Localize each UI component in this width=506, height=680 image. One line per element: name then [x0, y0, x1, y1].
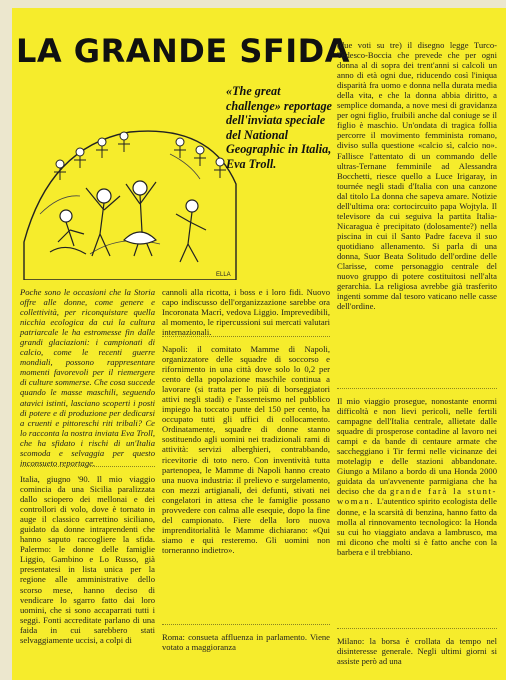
divider: [337, 388, 497, 389]
divider: [162, 624, 330, 625]
cartoon-illustration: [20, 84, 238, 280]
stunt-woman-phrase: grande farà la stunt-woman.: [337, 486, 498, 507]
intro-paragraph: Poche sono le occasioni che la Storia offre alle donne, come genere e collettività, per riconquistare quella nicchia ecologica da cui la cultura patriarcale le ha estromesse fin dalle grandi glaciazioni: i campionati di calcio, come le recenti guerre mondiali, possono rappresentare momenti favorevoli per il riemergere di culture sommerse. Che cosa succede quando le masse maschili, seguendo atavici istinti, lasciano scoperti i posti di potere e di produzione per dedicarsi a cruenti e pittoreschi riti tribali? Ce lo racconta la nostra inviata Eva Troll, che ha sfidato i rischi di un'Italia scomoda e selvaggia per questo inconsueto reportage.: [20, 287, 155, 468]
column-2-text-a: cannoli alla ricotta, i boss e i loro fidi. Nuovo capo indiscusso dell'organizzazione sarebbe ora Incoronata Macrì, vedova Liggio. Imprevedibili, al momento, le ripercussioni sui mercati valutari internazionali.: [162, 287, 330, 338]
column-3-text-c: Milano: la borsa è crollata da tempo nel disinteresse generale. Negli ultimi giorni si assiste però ad una: [337, 636, 497, 667]
divider: [20, 466, 155, 467]
cartoon-signature: ELLA: [216, 272, 231, 278]
column-3-text-b-part1: Il mio viaggio prosegue, nonostante enormi difficoltà e non lievi pericoli, nelle fertili campagne dell'Italia centrale, allietate dalle squadre di prosperose contadine al lavoro nei campi e da bande di centaure armate che saccheggiano i Tir fermi nelle vicinanze dei motelagip e delle stazioni abbandonate. Giungo a Milano a bordo di una Honda 2000 guidata da un'avvenente parmigiana che ha deciso che da: [337, 396, 497, 497]
article-deck: «The great challenge» reportage dell'inviata speciale del National Geographic in Italia, Eva Troll.: [226, 84, 332, 171]
divider: [162, 336, 330, 337]
divider: [337, 628, 497, 629]
column-3-text-b: [337, 396, 497, 557]
article-title: LA GRANDE SFIDA: [16, 32, 350, 70]
column-3-text-b-part2: L'autentico spirito ecologista delle donne, e la scarsità di benzina, hanno fatto da molla al rinnovamento tecnologico: la Honda su cui ho viaggiato andava a lambrusco, ma mi dicono che molti si è fatto anche con la barbera e il trebbiano.: [337, 496, 497, 557]
column-1-text: Italia, giugno '90. Il mio viaggio comincia da una Sicilia paralizzata dallo sciopero dei mellonai e dei controllori di volo, dove è tornato in auge il classico carrettino siciliano, guidato da donne intraprendenti che hanno saputo raccogliere la sfida. Palermo: le donne delle famiglie Liggio, Gambino e Lo Russo, già presentatesi in lista unica per la regione alle amministrative dello scorso mese, hanno deciso di vendicare lo sgarro fatto dai loro uomini, che si sono accaparrati tutti i seggi. Fonti accreditate parlano di una faida in cui sarebbero stati selvaggiamente uccisi, a colpi di: [20, 474, 155, 645]
column-2-text-b: Napoli: il comitato Mamme di Napoli, organizzatore delle squadre di soccorso e rifornimento in una città dove solo lo 0,2 per cento della popolazione maschile continua a lavorare (si tratta per lo più di borseggiatori attivi negli stadi) e l'assenteismo nel pubblico impiego ha toccato punte del 150 per cento, ha occupato tutti gli uffici di collocamento. Ordinatamente, squadre di donne stanno sostituendo agli uomini nei tradizionali rami di attività: servizi alberghieri, contrabbando, ricevitorie di toto nero. Con inventività tutta partenopea, le Mamme di Napoli hanno creato una nuova industria: il prelievo e surgelamento, con mezzi artigianali, dei defunti, stivati nei congelatori in attesa che le famiglie possano provvedere con calma alle esequie, dopo la fine del campionato. Fiere della loro nuova imprenditorialità le Mamme dichiarano: «Qui siamo e qui resteremo. Gli uomini non torneranno indietro».: [162, 344, 330, 555]
column-2-text-c: Roma: consueta affluenza in parlamento. Viene votato a maggioranza: [162, 632, 330, 653]
column-3-text-a: (due voti su tre) il disegno legge Turco-Tedesco-Boccia che prevede che per ogni donna al di sopra dei trent'anni si calcoli un anno di età ogni due, riducendo così l'iniqua disparità fra uomo e donna nella durata media della vita, e che la donna abbia diritto, a semplice domanda, a nove mesi di gravidanza per ogni figlio, fruibili anche dal coniuge se il figlio è maschio. Un'ondata di tragica follia percorre il movimento femminista romano, diviso sulla questione «calcio sì, calcio no». Fallisce l'attentato di un commando delle ultras-Ternane femminile ad Alessandra Bocchetti, riesce quello a Luce Irigaray, in tournée negli stadi d'Italia con una canzone dal titolo La donna che sapeva amare. Notizie dell'ultima ora: cortocircuito papa Wojtyla. Il televisore da cui seguiva la partita Italia-Nicaragua è precipitato (dolosamente?) nella piscina in cui il Santo Padre faceva il suo quotidiano allenamento. Si parla di una donna, Suor Beata Solitudo dell'ordine delle Clarisse, come personaggio centrale del nuovo gruppo di potere costituitosi nell'alta gerarchia. La religiosa avrebbe già trasferito ingenti somme dal tesoro vaticano nelle casse dell'ordine.: [337, 40, 497, 312]
